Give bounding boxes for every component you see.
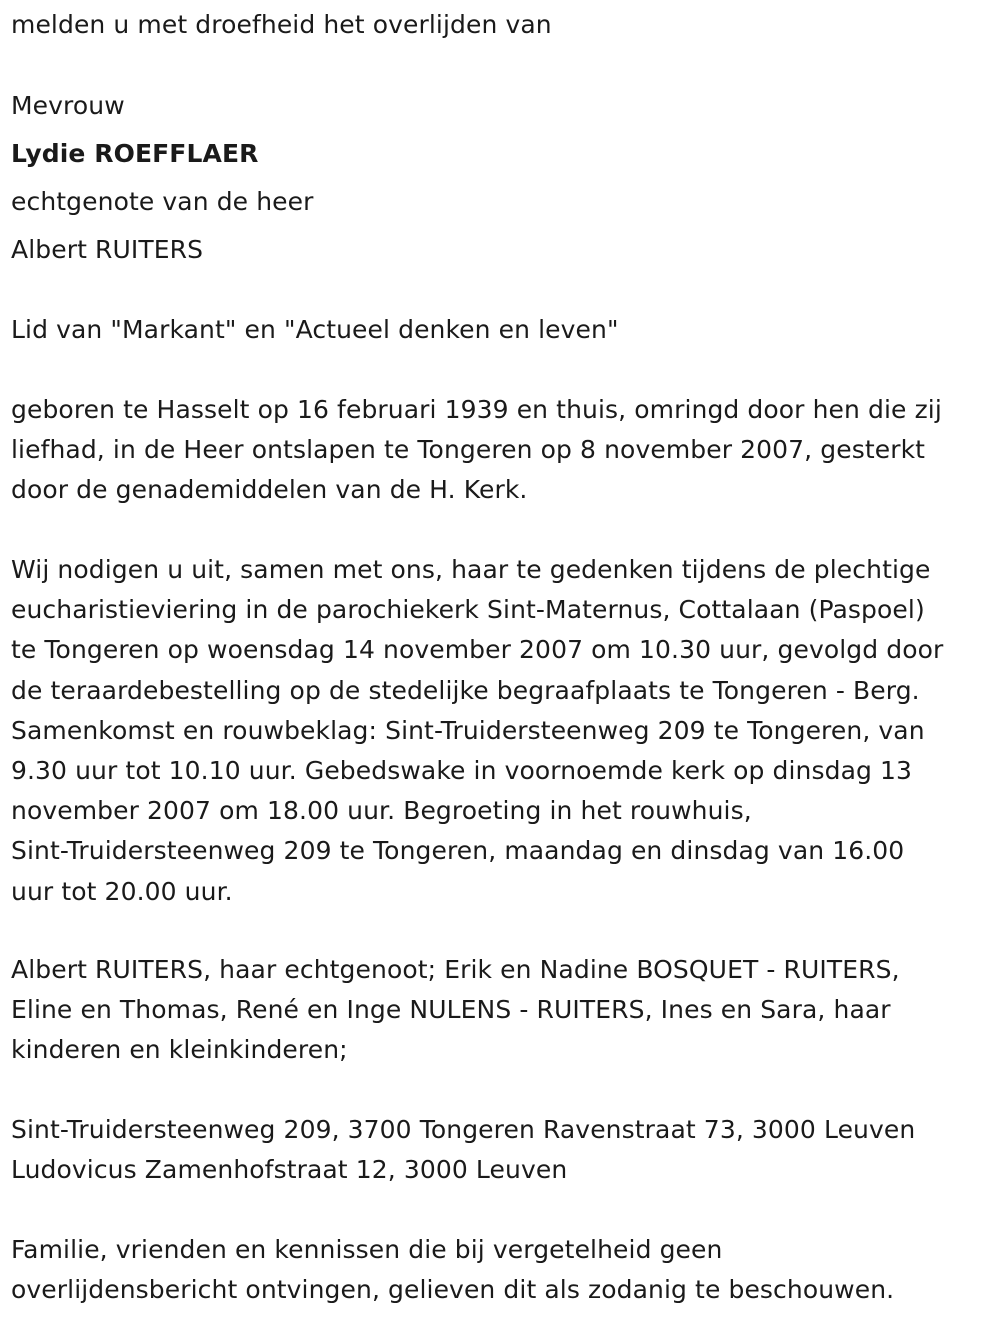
paragraph-line: uur tot 20.00 uur. xyxy=(11,876,233,906)
spouse-prefix: echtgenote van de heer xyxy=(11,187,314,216)
family-paragraph xyxy=(11,950,991,1071)
addresses-paragraph xyxy=(11,1110,991,1190)
intro-line: melden u met droefheid het overlijden van xyxy=(11,10,552,39)
paragraph-line: door de genademiddelen van de H. Kerk. xyxy=(11,475,528,505)
salutation: Mevrouw xyxy=(11,91,125,120)
address-line: Sint-Truidersteenweg 209, 3700 Tongeren Ravenstraat 73, 3000 Leuven xyxy=(11,1115,916,1144)
paragraph-line: november 2007 om 18.00 uur. Begroeting in het rouwhuis, xyxy=(11,796,752,826)
paragraph-line: Albert RUITERS, haar echtgenoot; Erik en Nadine BOSQUET - RUITERS, xyxy=(11,955,900,984)
paragraph-line: de teraardebestelling op de stedelijke begraafplaats te Tongeren - Berg. xyxy=(11,675,920,705)
paragraph-line: Familie, vrienden en kennissen die bij vergetelheid geen xyxy=(11,1235,723,1264)
membership-line: Lid van "Markant" en "Actueel denken en leven" xyxy=(11,315,619,344)
ceremony-paragraph xyxy=(11,550,991,912)
paragraph-line: Samenkomst en rouwbeklag: Sint-Truidersteenweg 209 te Tongeren, van xyxy=(11,715,925,745)
paragraph-line: te Tongeren op woensdag 14 november 2007 om 10.30 uur, gevolgd door xyxy=(11,635,944,665)
paragraph-line: geboren te Hasselt op 16 februari 1939 en thuis, omringd door hen die zij xyxy=(11,395,942,424)
address-line: Ludovicus Zamenhofstraat 12, 3000 Leuven xyxy=(11,1155,568,1185)
paragraph-line: Eline en Thomas, René en Inge NULENS - RUITERS, Ines en Sara, haar xyxy=(11,995,891,1025)
paragraph-line: kinderen en kleinkinderen; xyxy=(11,1035,348,1065)
deceased-name: Lydie ROEFFLAER xyxy=(11,139,259,168)
paragraph-line: Sint-Truidersteenweg 209 te Tongeren, maandag en dinsdag van 16.00 xyxy=(11,836,905,866)
paragraph-line: eucharistieviering in de parochiekerk Sint-Maternus, Cottalaan (Paspoel) xyxy=(11,595,925,625)
spouse-name: Albert RUITERS xyxy=(11,235,204,264)
birth-death-paragraph xyxy=(11,390,991,511)
paragraph-line: 9.30 uur tot 10.10 uur. Gebedswake in voornoemde kerk op dinsdag 13 xyxy=(11,756,913,786)
paragraph-line: liefhad, in de Heer ontslapen te Tongeren op 8 november 2007, gesterkt xyxy=(11,435,926,465)
paragraph-line: Wij nodigen u uit, samen met ons, haar te gedenken tijdens de plechtige xyxy=(11,555,931,584)
closing-paragraph xyxy=(11,1230,991,1310)
paragraph-line: overlijdensbericht ontvingen, gelieven dit als zodanig te beschouwen. xyxy=(11,1275,895,1305)
